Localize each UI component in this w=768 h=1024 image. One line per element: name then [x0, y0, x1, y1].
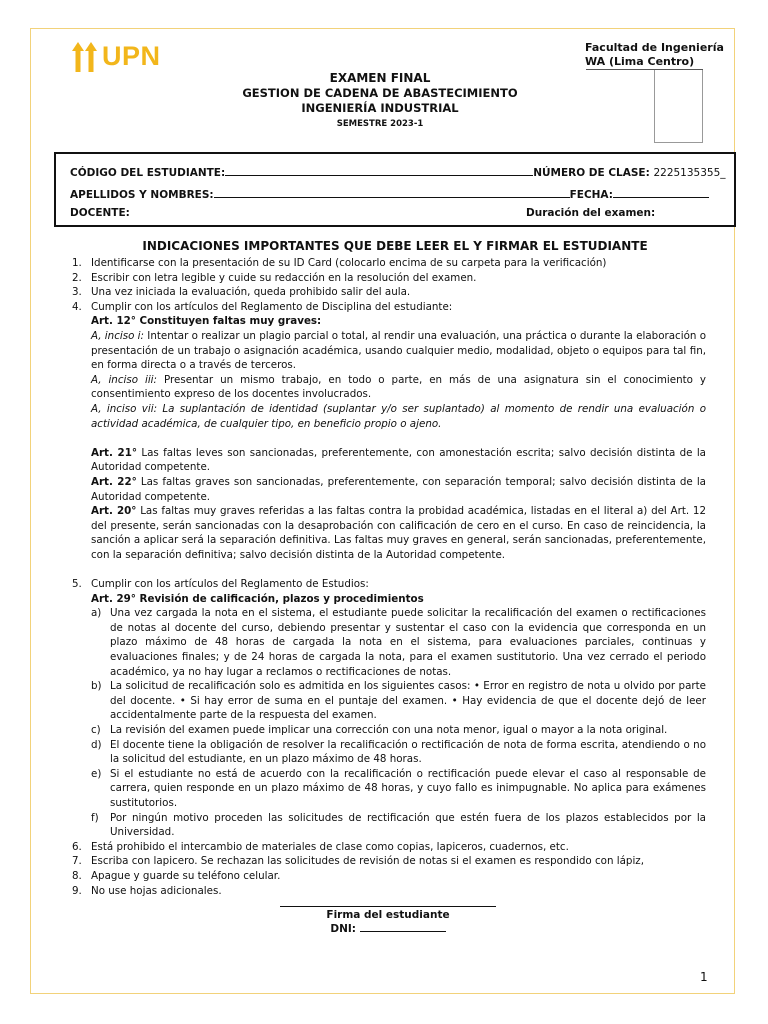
- art12-title: Art. 12° Constituyen faltas muy graves:: [91, 315, 322, 328]
- code-row: [70, 164, 726, 179]
- art12-inciso-vii: A, inciso vii: La suplantación de identidad (suplantar y/o ser suplantado) al momento de rendir una evaluación o actividad académica, de cualquier tipo, en beneficio propio o ajeno.: [91, 402, 706, 430]
- class-label: NÚMERO DE CLASE:: [533, 167, 650, 179]
- art12-inciso-i: A, inciso i: Intentar o realizar un plagio parcial o total, al rendir una evaluación, una práctica o durante la elaboración o presentación de un trabajo o asignación académica, usando cualquier medio, modalidad, objeto o equipos para tal fin, en forma directa o a través de terceros.: [91, 329, 706, 372]
- course-name: GESTION DE CADENA DE ABASTECIMIENTO: [242, 86, 518, 100]
- logo-text: UPN: [102, 40, 161, 71]
- semester: SEMESTRE 2023-1: [336, 119, 424, 129]
- signature-line[interactable]: [280, 906, 496, 907]
- page-number: 1: [700, 970, 708, 984]
- campus-name: WA (Lima Centro): [585, 55, 695, 68]
- date-field[interactable]: [613, 186, 709, 198]
- class-value: 2225135355_: [653, 167, 726, 179]
- career-name: INGENIERÍA INDUSTRIAL: [301, 101, 459, 115]
- signature-label: Firma del estudiante: [326, 909, 450, 921]
- art21: Art. 21° Las faltas leves son sancionadas, preferentemente, con amonestación escrita; salvo decisión distinta de la Autoridad competente.: [91, 446, 706, 474]
- list-item: 7. Escriba con lapicero. Se rechazan las solicitudes de revisión de notas si el examen es respondido con lápiz,: [72, 855, 644, 868]
- date-label: FECHA:: [569, 189, 613, 201]
- upn-arrows-icon: [70, 39, 100, 73]
- duration-row: [526, 207, 655, 219]
- dni-row: [279, 921, 497, 935]
- instructions-list: [72, 256, 706, 898]
- art20: Art. 20° Las faltas muy graves referidas a las faltas contra la probidad académica, listadas en el literal a) del Art. 12 del presente, serán sancionadas con la desaprobación con calificación de cero en el curso. En caso de reincidencia, la sanción a aplicar será la separación definitiva. Las faltas muy graves en general, serán sancionadas, preferentemente, con la separación definitiva; salvo decisión distinta de la Autoridad competente.: [91, 505, 706, 561]
- sub-item-c: c) La revisión del examen puede implicar una corrección con una nota menor, igual o mayor a la nota original.: [91, 724, 668, 736]
- exam-title: EXAMEN FINAL: [329, 71, 431, 85]
- sub-item-b: b) La solicitud de recalificación solo es admitida en los siguientes casos: • Error en registro de nota u olvido por parte del docente. • Si hay error de suma en el puntaje del examen. • Hay evidencia de que el docente dejó de leer accidentalmente parte de la respuesta del examen.: [91, 680, 706, 722]
- names-field[interactable]: [214, 186, 570, 198]
- list-item: 3. Una vez iniciada la evaluación, queda prohibido salir del aula.: [72, 286, 411, 299]
- grade-box[interactable]: [654, 70, 703, 143]
- code-label: CÓDIGO DEL ESTUDIANTE:: [70, 167, 226, 179]
- dni-label: DNI:: [330, 923, 356, 935]
- teacher-label: DOCENTE:: [70, 207, 130, 219]
- faculty-name: Facultad de Ingeniería: [585, 41, 724, 54]
- art12-inciso-iii: A, inciso iii: Presentar un mismo trabajo, en todo o parte, en más de una asignatura sin el conocimiento y consentimiento expreso de los docentes involucrados.: [91, 373, 706, 401]
- list-item: 6. Está prohibido el intercambio de materiales de clase como copias, lapiceros, cuadernos, etc.: [72, 840, 569, 853]
- upn-logo: [70, 38, 161, 74]
- list-item: 1. Identificarse con la presentación de su ID Card (colocarlo encima de su carpeta para la verificación): [72, 257, 607, 269]
- list-item: 5. Cumplir con los artículos del Reglamento de Estudios:: [72, 578, 369, 591]
- list-item: 9. No use hojas adicionales.: [72, 884, 222, 897]
- sub-item-f: f) Por ningún motivo proceden las solicitudes de rectificación que estén fuera de los plazos establecidos por la Universidad.: [91, 811, 706, 839]
- sub-item-a: a) Una vez cargada la nota en el sistema, el estudiante puede solicitar la recalificación del examen o rectificaciones de notas al docente del curso, debiendo presentar y sustentar el caso con la evidencia que corresponda en un plazo máximo de 48 horas de cargada la nota en el sistema, para evaluaciones parciales, continuas y evaluaciones finales; y de 24 horas de cargada la nota, para el examen sustitutorio. Una vez cerrado el periodo académico, ya no hay lugar a reclamos o rectificaciones de notas.: [91, 607, 706, 678]
- list-item: 8. Apague y guarde su teléfono celular.: [72, 869, 281, 882]
- dni-field[interactable]: [360, 921, 446, 932]
- duration-label: Duración del examen:: [526, 207, 656, 219]
- names-row: [70, 186, 709, 201]
- student-info-box: [54, 152, 736, 227]
- art22: Art. 22° Las faltas graves son sancionadas, preferentemente, con separación temporal; salvo decisión distinta de la Autoridad competente.: [91, 475, 706, 503]
- code-field[interactable]: [225, 164, 533, 176]
- list-item: 2. Escribir con letra legible y cuide su redacción en la resolución del examen.: [72, 271, 477, 284]
- instructions-heading: INDICACIONES IMPORTANTES QUE DEBE LEER EL Y FIRMAR EL ESTUDIANTE: [142, 239, 648, 253]
- art29-title: Art. 29° Revisión de calificación, plazos y procedimientos: [91, 592, 424, 605]
- faculty-info: [585, 41, 724, 69]
- sub-item-d: d) El docente tiene la obligación de resolver la recalificación o rectificación de nota de forma escrita, atendiendo o no la solicitud del estudiante, en un plazo máximo de 48 horas.: [91, 738, 706, 766]
- teacher-row: [70, 207, 130, 219]
- names-label: APELLIDOS Y NOMBRES:: [70, 189, 214, 201]
- sub-item-e: e) Si el estudiante no está de acuerdo con la recalificación o rectificación puede elevar el caso al responsable de carrera, quien responde en un plazo máximo de 48 horas, y cuyo fallo es inimpugnable. No aplica para exámenes sustitutorios.: [91, 767, 706, 809]
- signature-block: [279, 906, 497, 935]
- exam-header: [160, 71, 600, 131]
- list-item: 4. Cumplir con los artículos del Reglamento de Disciplina del estudiante:: [72, 300, 453, 313]
